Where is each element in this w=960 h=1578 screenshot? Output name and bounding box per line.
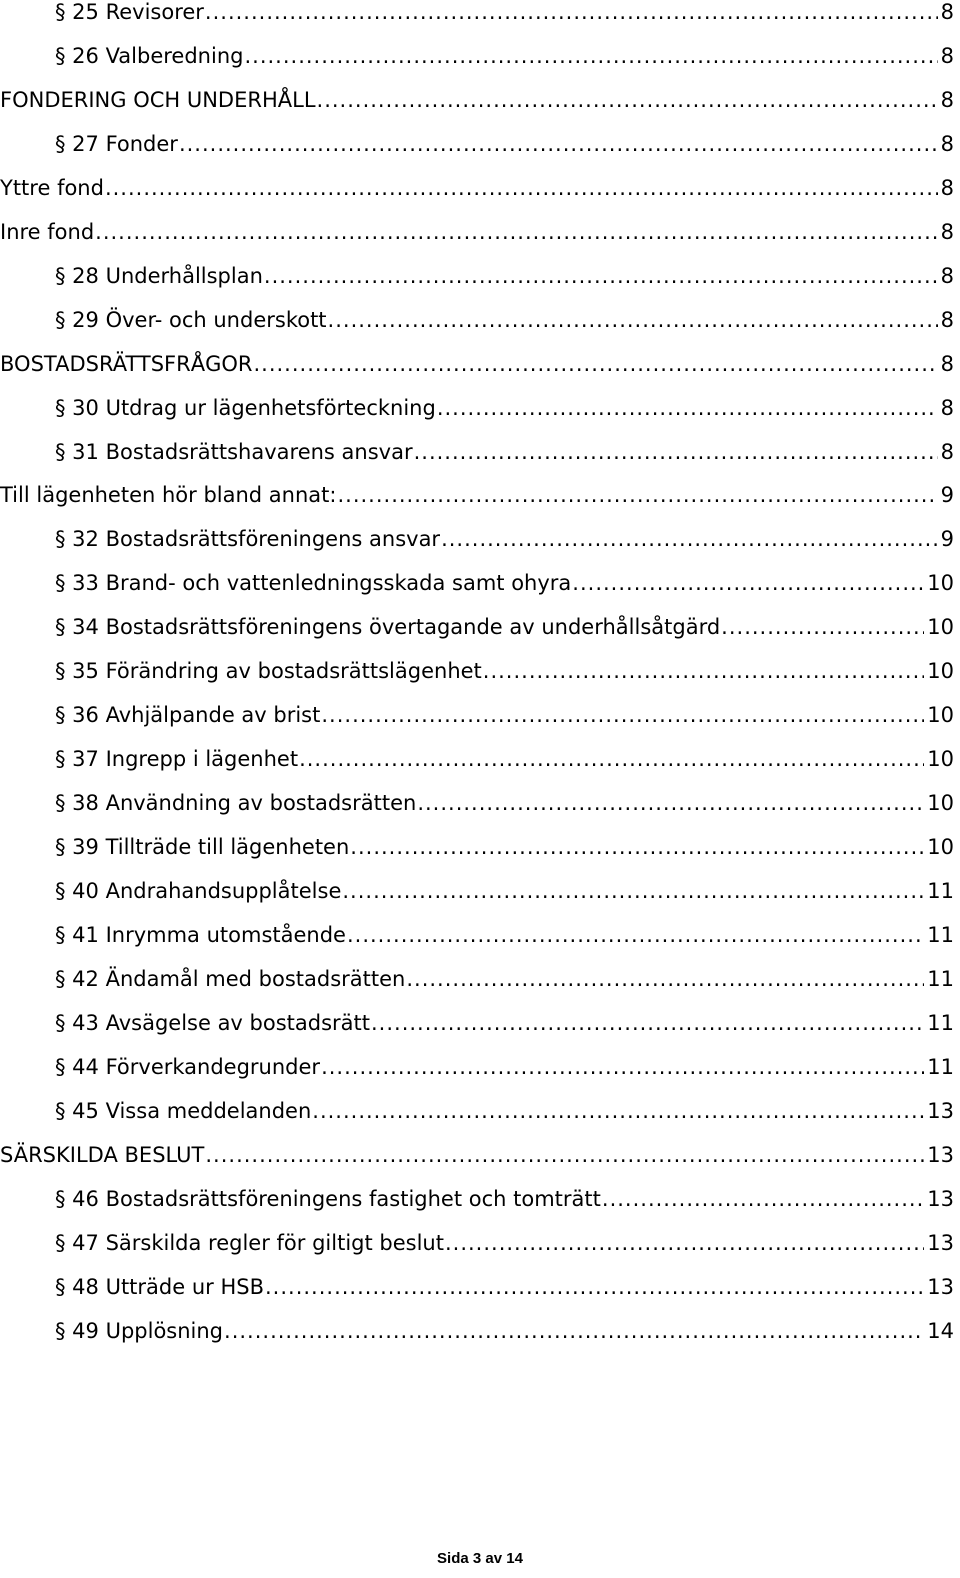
toc-entry-title: § 32 Bostadsrättsföreningens ansvar bbox=[55, 527, 441, 552]
toc-entry[interactable] bbox=[55, 1052, 954, 1084]
toc-entry-page-number: 13 bbox=[927, 1098, 954, 1123]
toc-entry-page-number: 8 bbox=[940, 87, 954, 112]
toc-entry[interactable] bbox=[55, 700, 954, 732]
toc-entry[interactable] bbox=[0, 217, 954, 249]
toc-entry-page-number: 8 bbox=[940, 395, 954, 420]
toc-entry-page-number: 10 bbox=[927, 571, 954, 596]
dot-leader bbox=[224, 1316, 924, 1346]
toc-entry-title: § 46 Bostadsrättsföreningens fastighet och tomträtt bbox=[55, 1186, 601, 1211]
toc-entry-title: § 39 Tillträde till lägenheten bbox=[55, 835, 350, 860]
dot-leader bbox=[205, 1140, 924, 1170]
toc-entry-title: § 25 Revisorer bbox=[55, 0, 204, 24]
toc-entry-page-number: 10 bbox=[927, 747, 954, 772]
dot-leader bbox=[572, 568, 924, 598]
toc-entry-page-number: 8 bbox=[940, 131, 954, 156]
toc-entry[interactable] bbox=[55, 788, 954, 820]
toc-entry-title: § 48 Utträde ur HSB bbox=[55, 1274, 264, 1299]
toc-entry-title: § 43 Avsägelse av bostadsrätt bbox=[55, 1010, 370, 1035]
toc-entry-page-number: 11 bbox=[927, 1010, 954, 1035]
toc-entry-page-number: 8 bbox=[940, 175, 954, 200]
dot-leader bbox=[406, 964, 924, 994]
toc-entry-title: § 40 Andrahandsupplåtelse bbox=[55, 879, 342, 903]
toc-entry[interactable] bbox=[55, 41, 954, 73]
toc-entry-page-number: 8 bbox=[940, 351, 954, 376]
toc-entry-page-number: 11 bbox=[927, 922, 954, 947]
toc-entry-title: BOSTADSRÄTTSFRÅGOR bbox=[0, 351, 253, 376]
toc-entry-title: § 26 Valberedning bbox=[55, 43, 244, 68]
dot-leader bbox=[205, 0, 938, 27]
toc-entry[interactable] bbox=[55, 568, 954, 600]
dot-leader bbox=[414, 437, 938, 467]
toc-entry-page-number: 11 bbox=[927, 1054, 954, 1079]
dot-leader bbox=[437, 393, 938, 423]
toc-entry-page-number: 11 bbox=[927, 966, 954, 991]
toc-entry-title: § 47 Särskilda regler för giltigt beslut bbox=[55, 1230, 444, 1255]
toc-entry[interactable] bbox=[55, 1316, 954, 1348]
toc-entry-page-number: 10 bbox=[927, 659, 954, 684]
toc-entry-page-number: 10 bbox=[927, 791, 954, 816]
toc-entry-page-number: 13 bbox=[927, 1142, 954, 1167]
toc-entry[interactable] bbox=[0, 85, 954, 117]
toc-entry[interactable] bbox=[55, 612, 954, 644]
toc-entry-page-number: 8 bbox=[940, 439, 954, 464]
toc-entry[interactable] bbox=[55, 524, 954, 556]
dot-leader bbox=[265, 1272, 924, 1302]
toc-entry-page-number: 8 bbox=[940, 43, 954, 68]
dot-leader bbox=[721, 612, 924, 642]
toc-entry[interactable] bbox=[55, 1008, 954, 1040]
toc-entry[interactable] bbox=[55, 437, 954, 469]
dot-leader bbox=[371, 1008, 924, 1038]
dot-leader bbox=[244, 41, 937, 71]
toc-entry[interactable] bbox=[55, 832, 954, 864]
toc-entry[interactable] bbox=[55, 1272, 954, 1304]
dot-leader bbox=[95, 217, 937, 247]
dot-leader bbox=[441, 524, 938, 554]
toc-entry-title: § 28 Underhållsplan bbox=[55, 263, 263, 288]
dot-leader bbox=[321, 700, 924, 730]
toc-entry-title: § 27 Fonder bbox=[55, 131, 178, 156]
toc-entry-title: § 29 Över- och underskott bbox=[55, 307, 327, 332]
toc-entry-title: § 41 Inrymma utomstående bbox=[55, 922, 346, 947]
toc-entry-title: § 38 Användning av bostadsrätten bbox=[55, 791, 417, 816]
toc-entry-page-number: 8 bbox=[940, 219, 954, 244]
toc-entry-title: § 34 Bostadsrättsföreningens övertagande av underhållsåtgärd bbox=[55, 615, 721, 640]
dot-leader bbox=[264, 261, 938, 291]
dot-leader bbox=[105, 173, 938, 203]
toc-entry[interactable] bbox=[55, 656, 954, 688]
toc-entry[interactable] bbox=[55, 964, 954, 996]
toc-entry-title: § 44 Förverkandegrunder bbox=[55, 1054, 321, 1079]
toc-entry-title: § 37 Ingrepp i lägenhet bbox=[55, 747, 299, 772]
toc-entry[interactable] bbox=[0, 349, 954, 381]
toc-entry[interactable] bbox=[0, 1140, 954, 1172]
toc-entry-title: § 35 Förändring av bostadsrättslägenhet bbox=[55, 659, 482, 684]
toc-entry-page-number: 13 bbox=[927, 1274, 954, 1299]
toc-entry-title: § 36 Avhjälpande av brist bbox=[55, 703, 321, 728]
toc-entry-title: SÄRSKILDA BESLUT bbox=[0, 1142, 205, 1167]
toc-entry[interactable] bbox=[55, 129, 954, 161]
toc-entry-page-number: 10 bbox=[927, 835, 954, 860]
dot-leader bbox=[602, 1184, 924, 1214]
toc-entry-title: Inre fond bbox=[0, 219, 95, 244]
toc-entry-title: FONDERING OCH UNDERHÅLL bbox=[0, 87, 316, 112]
dot-leader bbox=[321, 1052, 924, 1082]
toc-entry-page-number: 8 bbox=[940, 263, 954, 288]
toc-entry-page-number: 13 bbox=[927, 1186, 954, 1211]
toc-entry-page-number: 9 bbox=[940, 527, 954, 552]
toc-entry-title: Till lägenheten hör bland annat: bbox=[0, 483, 337, 508]
toc-entry-title: Yttre fond bbox=[0, 175, 104, 200]
dot-leader bbox=[417, 788, 924, 818]
dot-leader bbox=[483, 656, 924, 686]
toc-entry-page-number: 10 bbox=[927, 703, 954, 728]
toc-entry-page-number: 9 bbox=[940, 483, 954, 508]
toc-entry-page-number: 10 bbox=[927, 615, 954, 640]
dot-leader bbox=[253, 349, 937, 379]
dot-leader bbox=[347, 920, 924, 950]
toc-entry[interactable] bbox=[55, 744, 954, 776]
dot-leader bbox=[299, 744, 924, 774]
page-footer: Sida 3 av 14 bbox=[437, 1550, 523, 1567]
toc-entry[interactable] bbox=[55, 1184, 954, 1216]
dot-leader bbox=[337, 480, 937, 510]
toc-entry[interactable] bbox=[55, 0, 954, 29]
toc-entry[interactable] bbox=[55, 876, 954, 908]
toc-entry[interactable] bbox=[55, 305, 954, 337]
toc-entry-title: § 49 Upplösning bbox=[55, 1318, 224, 1343]
toc-entry-title: § 30 Utdrag ur lägenhetsförteckning bbox=[55, 395, 436, 420]
dot-leader bbox=[342, 876, 924, 906]
toc-entry-title: § 45 Vissa meddelanden bbox=[55, 1098, 312, 1123]
toc-entry[interactable] bbox=[55, 261, 954, 293]
dot-leader bbox=[317, 85, 938, 115]
toc-entry-page-number: 14 bbox=[927, 1318, 954, 1343]
dot-leader bbox=[328, 305, 938, 335]
toc-entry[interactable] bbox=[0, 173, 954, 205]
toc-entry-page-number: 8 bbox=[940, 307, 954, 332]
toc-entry[interactable] bbox=[55, 1096, 954, 1128]
toc-entry[interactable] bbox=[0, 480, 954, 512]
dot-leader bbox=[312, 1096, 924, 1126]
toc-entry[interactable] bbox=[55, 1228, 954, 1260]
toc-entry-title: § 33 Brand- och vattenledningsskada samt ohyra bbox=[55, 571, 572, 596]
toc-entry[interactable] bbox=[55, 920, 954, 952]
toc-entry-page-number: 8 bbox=[940, 0, 954, 24]
dot-leader bbox=[179, 129, 938, 159]
toc-entry-title: § 31 Bostadsrättshavarens ansvar bbox=[55, 439, 413, 464]
toc-entry[interactable] bbox=[55, 393, 954, 425]
toc-entry-title: § 42 Ändamål med bostadsrätten bbox=[55, 966, 406, 991]
toc-entry-page-number: 11 bbox=[927, 879, 954, 903]
toc-entry-page-number: 13 bbox=[927, 1230, 954, 1255]
dot-leader bbox=[445, 1228, 924, 1258]
dot-leader bbox=[350, 832, 924, 862]
